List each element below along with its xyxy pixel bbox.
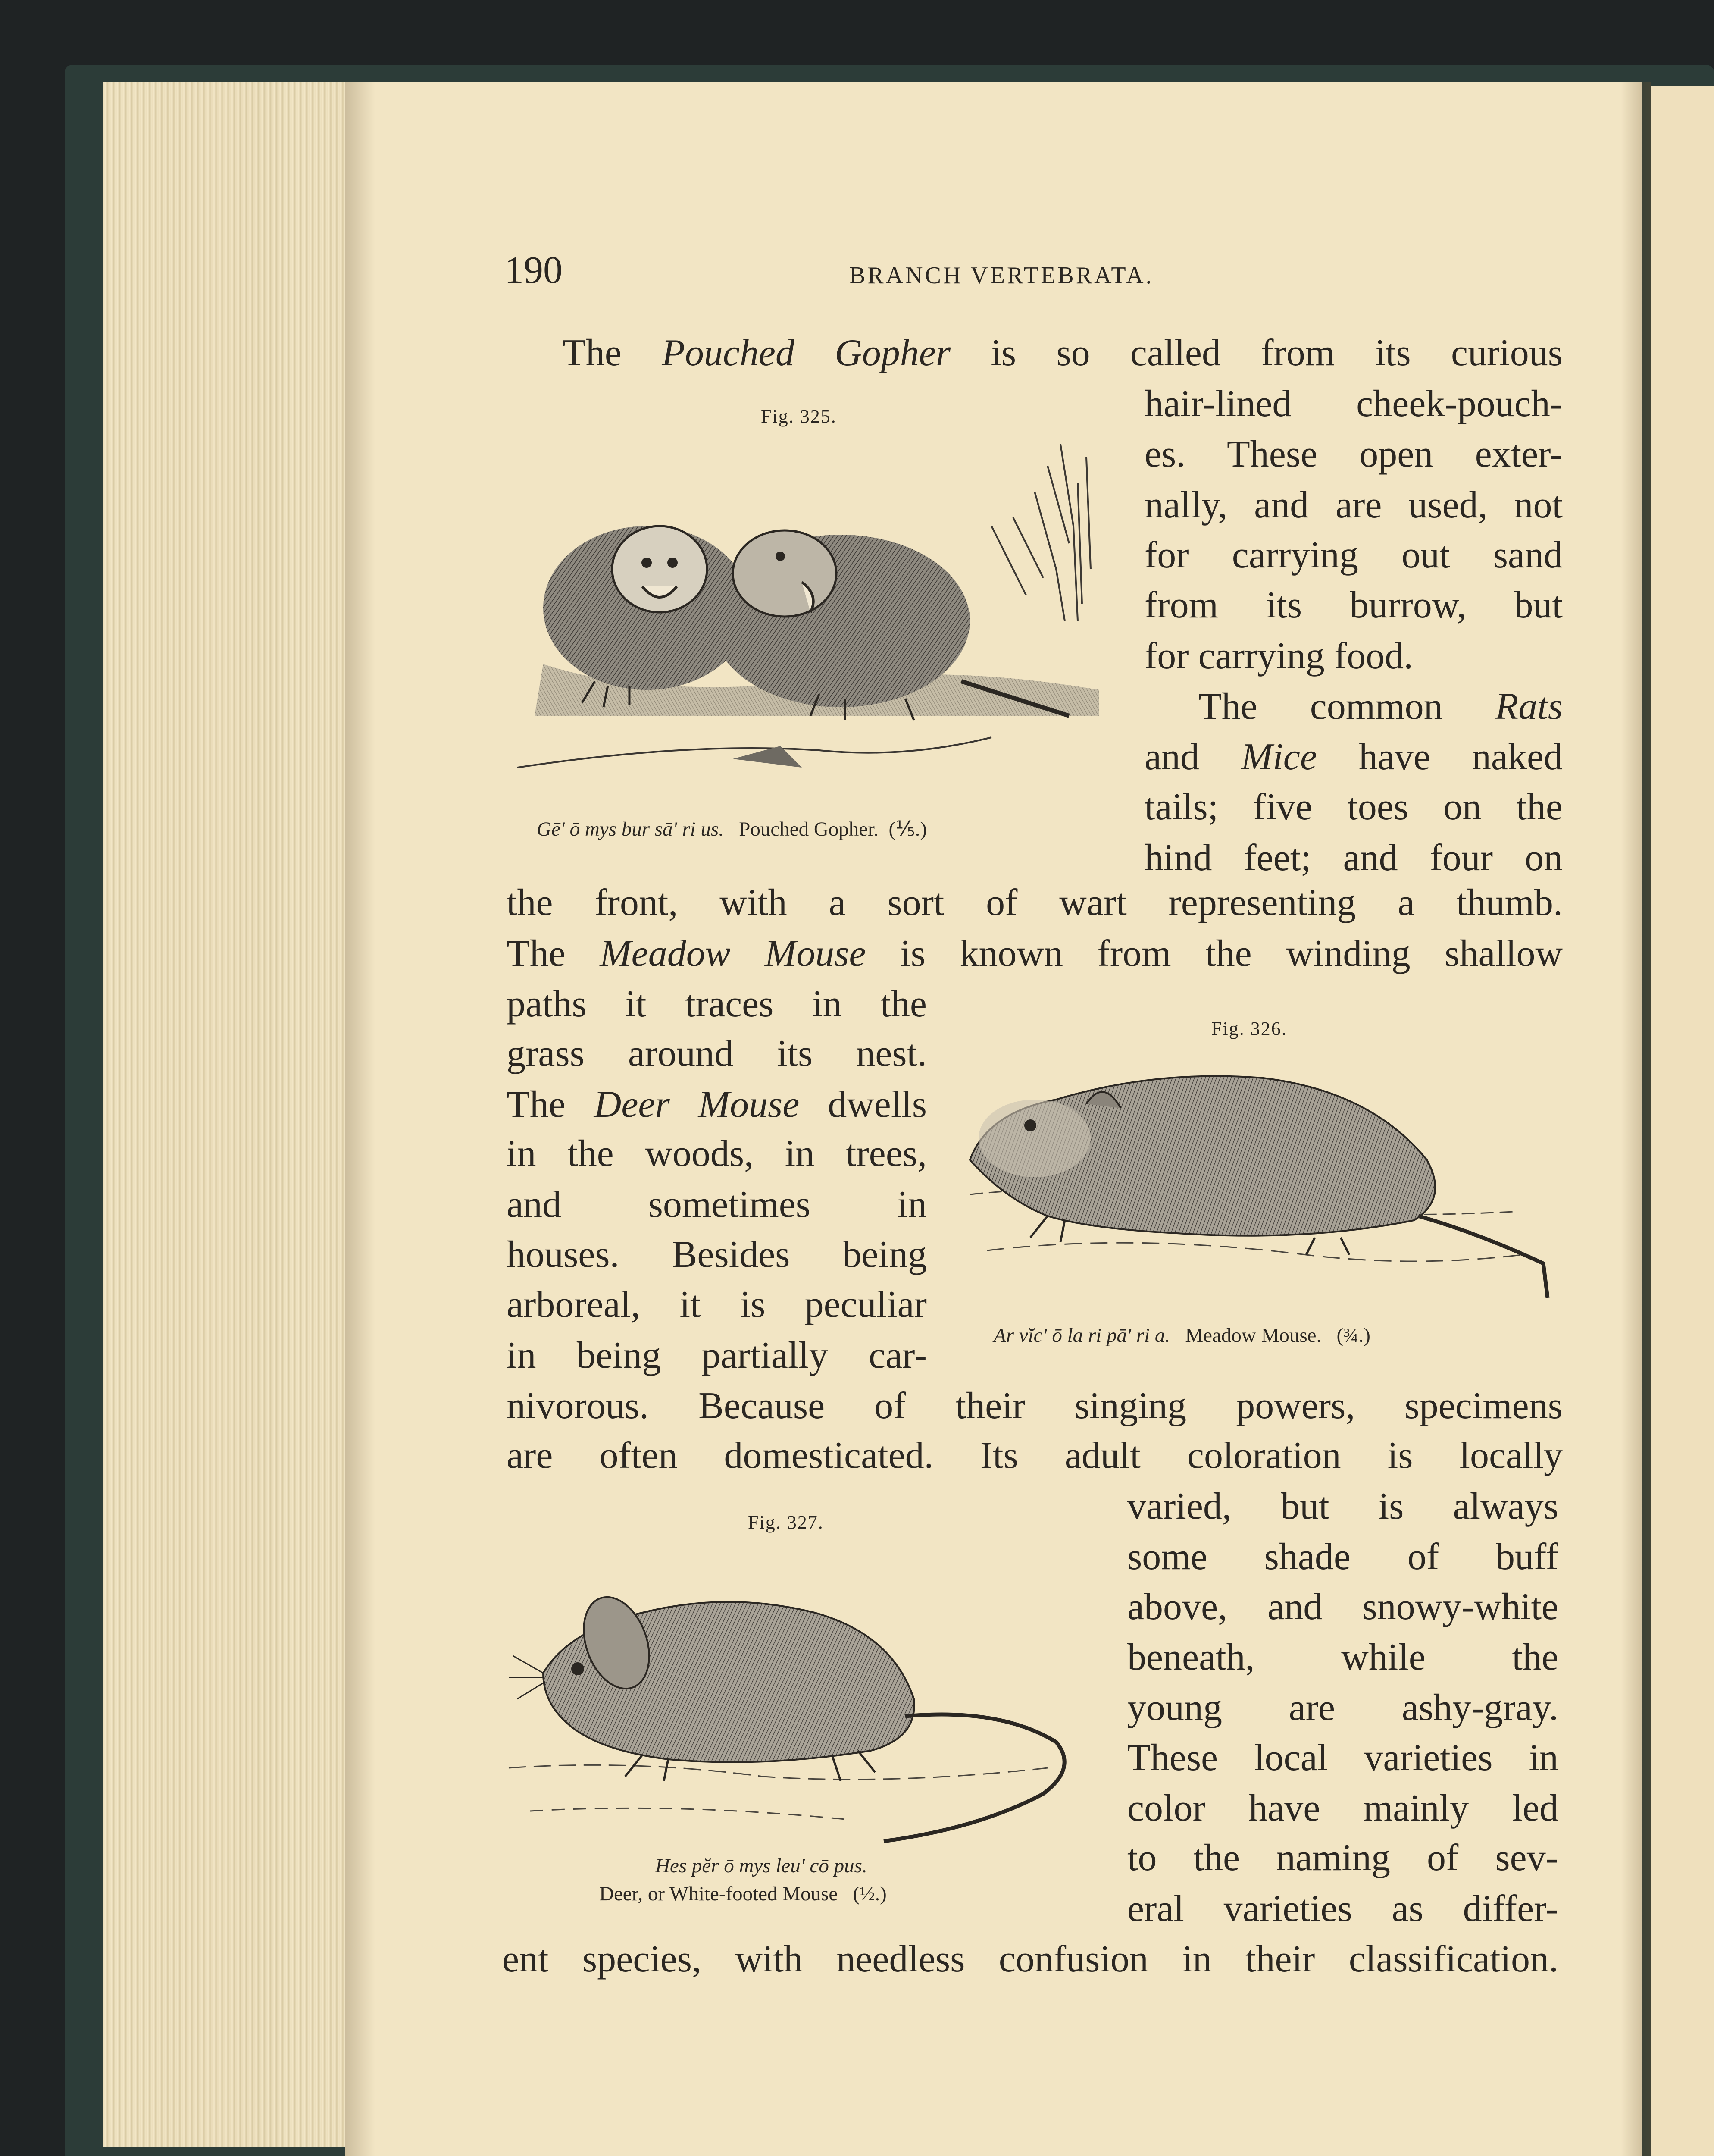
figure-327-deer-mouse-illustration [504, 1544, 1099, 1846]
figure-326-meadow-mouse-illustration [961, 1052, 1565, 1311]
text-line-24: varied, but is always [1127, 1485, 1558, 1527]
text-line-4: nally, and are used, not [1145, 484, 1563, 526]
page-gutter [1621, 82, 1651, 2156]
text-line-17: in the woods, in trees, [507, 1133, 927, 1175]
text-line-15: grass around its nest. [507, 1033, 927, 1075]
figure-327-caption-latin: Hes pĕr ō mys leu' cō pus. [655, 1855, 867, 1877]
text-line-23: are often domesticated. Its adult coloration is locally [507, 1435, 1563, 1476]
figure-327-label: Fig. 327. [748, 1512, 824, 1533]
text-line-16: The Deer Mouse dwells [507, 1084, 927, 1125]
text-line-11: hind feet; and four on [1145, 837, 1563, 879]
text-line-14: paths it traces in the [507, 983, 927, 1025]
text-line-33: ent species, with needless confusion in their classification. [502, 1938, 1558, 1980]
text-line-18: and sometimes in [507, 1184, 927, 1225]
text-line-27: beneath, while the [1127, 1636, 1558, 1678]
page-edges [103, 82, 353, 2147]
page-number: 190 [504, 249, 563, 291]
text-line-21: in being partially car- [507, 1335, 927, 1376]
text-line-19: houses. Besides being [507, 1234, 927, 1275]
text-line-30: color have mainly led [1127, 1787, 1558, 1829]
figure-325-pouched-gopher-illustration [517, 440, 1112, 793]
text-line-5: for carrying out sand [1145, 534, 1563, 576]
text-line-20: arboreal, it is peculiar [507, 1284, 927, 1326]
text-line-13: The Meadow Mouse is known from the winding shallow [507, 933, 1563, 975]
text-line-25: some shade of buff [1127, 1536, 1558, 1578]
figure-326-label: Fig. 326. [1211, 1018, 1287, 1039]
text-line-32: eral varieties as differ- [1127, 1888, 1558, 1930]
text-line-7: for carrying food. [1145, 635, 1414, 677]
text-line-8: The common Rats [1198, 686, 1563, 727]
page-shadow [345, 82, 375, 2156]
figure-325-caption: Gē' ō mys bur sā' ri us. Pouched Gopher. (⅕.) [537, 818, 927, 840]
text-line-31: to the naming of sev- [1127, 1837, 1558, 1879]
text-line-1: The Pouched Gopher is so called from its curious [563, 332, 1563, 374]
text-line-10: tails; five toes on the [1145, 786, 1563, 828]
figure-327-caption-common: Deer, or White-footed Mouse (½.) [599, 1883, 887, 1905]
figure-325-label: Fig. 325. [761, 406, 837, 427]
text-line-29: These local varieties in [1127, 1737, 1558, 1779]
text-line-2: hair-lined cheek-pouch- [1145, 383, 1563, 425]
text-line-9: and Mice have naked [1145, 736, 1563, 778]
text-line-6: from its burrow, but [1145, 584, 1563, 626]
running-head: BRANCH VERTEBRATA. [849, 262, 1154, 289]
text-line-12: the front, with a sort of wart representing a thumb. [507, 882, 1563, 924]
figure-326-caption: Ar vĭc' ō la ri pā' ri a. Meadow Mouse. (¾.) [994, 1324, 1370, 1347]
facing-page-edge [1651, 86, 1714, 2156]
text-line-28: young are ashy-gray. [1127, 1687, 1558, 1729]
text-line-22: nivorous. Because of their singing powers, specimens [507, 1385, 1563, 1427]
text-line-3: es. These open exter- [1145, 433, 1563, 475]
text-line-26: above, and snowy-white [1127, 1586, 1558, 1628]
